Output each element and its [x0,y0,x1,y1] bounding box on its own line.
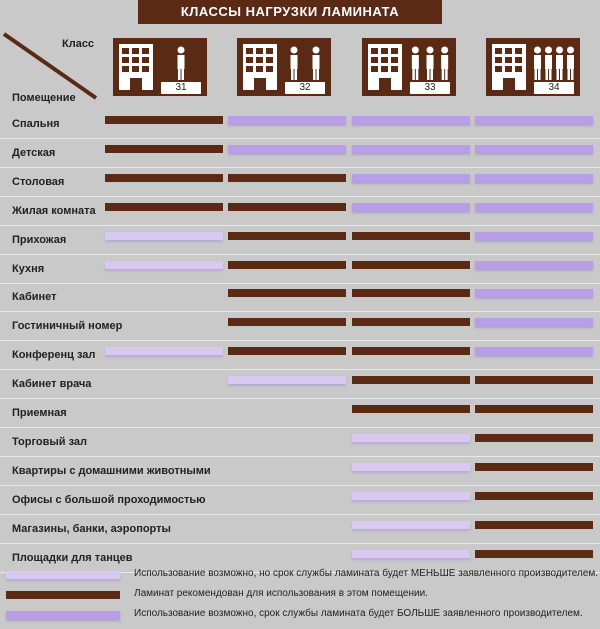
suitability-bar-class-33 [352,463,470,471]
suitability-bar-class-34 [475,145,593,153]
suitability-bar-class-33 [352,347,470,355]
suitability-bar-class-34 [475,521,593,529]
room-label: Детская [12,146,56,159]
suitability-bar-class-32 [228,318,346,326]
table-row [0,168,600,197]
suitability-bar-class-32 [228,347,346,355]
table-row [0,370,600,399]
room-label: Магазины, банки, аэропорты [12,522,171,535]
suitability-bar-class-33 [352,521,470,529]
table-row [0,226,600,255]
suitability-bar-class-33 [352,116,470,124]
suitability-bar-class-33 [352,261,470,269]
table-row [0,486,600,515]
suitability-bar-class-32 [228,232,346,240]
room-label: Приемная [12,407,67,419]
legend-text: Ламинат рекомендован для использования в этом помещении. [134,588,428,599]
room-label: Квартиры с домашними животными [12,464,211,477]
table-row [0,139,600,168]
suitability-bar-class-33 [352,232,470,240]
class-33-icon [362,38,456,96]
suitability-bar-class-31 [105,261,223,269]
suitability-bar-class-33 [352,376,470,384]
legend-item [0,606,600,624]
class-number-label: 31 [161,82,201,94]
class-number-label: 34 [534,82,574,94]
table-row [0,255,600,284]
suitability-bar-class-32 [228,203,346,211]
class-34-icon [486,38,580,96]
table-row [0,428,600,457]
suitability-bar-class-34 [475,232,593,240]
class-number-label: 33 [410,82,450,94]
suitability-bar-class-31 [105,174,223,182]
suitability-bar-class-33 [352,318,470,326]
suitability-bar-class-34 [475,463,593,471]
suitability-bar-class-34 [475,376,593,384]
room-label: Кабинет врача [12,378,92,391]
suitability-bar-class-34 [475,347,593,355]
page-title: КЛАССЫ НАГРУЗКИ ЛАМИНАТА [138,0,442,24]
room-label: Жилая комната [12,204,96,217]
suitability-bar-class-34 [475,261,593,269]
legend-text: Использование возможно, но срок службы ламината будет МЕНЬШЕ заявленного производителем. [134,568,599,579]
table-row [0,197,600,226]
legend-swatch [6,611,120,619]
suitability-bar-class-32 [228,116,346,124]
suitability-bar-class-34 [475,550,593,558]
suitability-bar-class-33 [352,203,470,211]
room-label: Конференц зал [12,349,96,362]
room-label: Кухня [12,262,45,275]
suitability-bar-class-34 [475,116,593,124]
suitability-bar-class-33 [352,492,470,500]
suitability-bar-class-33 [352,174,470,182]
room-header-label: Помещение [12,92,76,104]
room-label: Столовая [12,175,65,188]
suitability-bar-class-34 [475,174,593,182]
suitability-bar-class-34 [475,289,593,297]
legend-item [0,566,600,584]
suitability-bar-class-31 [105,116,223,124]
legend-swatch [6,571,120,579]
legend-text: Использование возможно, срок службы ламината будет БОЛЬШЕ заявленного производителем. [134,608,583,619]
class-31-icon [113,38,207,96]
suitability-bar-class-34 [475,405,593,413]
suitability-bar-class-32 [228,174,346,182]
header-corner [0,30,100,104]
suitability-bar-class-33 [352,550,470,558]
table-row [0,341,600,370]
suitability-bar-class-31 [105,347,223,355]
suitability-bar-class-33 [352,289,470,297]
suitability-bar-class-33 [352,405,470,413]
suitability-bar-class-31 [105,232,223,240]
legend-item [0,586,600,604]
suitability-bar-class-32 [228,261,346,269]
table-row [0,283,600,312]
suitability-bar-class-33 [352,145,470,153]
table-row [0,515,600,544]
room-label: Спальня [12,118,60,130]
legend-swatch [6,591,120,599]
room-label: Прихожая [12,233,67,246]
table-row [0,312,600,341]
class-number-label: 32 [285,82,325,94]
room-label: Площадки для танцев [12,551,133,564]
suitability-bar-class-34 [475,203,593,211]
suitability-bar-class-31 [105,145,223,153]
suitability-bar-class-32 [228,289,346,297]
table-row [0,457,600,486]
room-label: Гостиничный номер [12,320,123,333]
room-label: Кабинет [12,291,57,304]
suitability-bar-class-33 [352,434,470,442]
suitability-bar-class-31 [105,203,223,211]
suitability-bar-class-34 [475,492,593,500]
table-row [0,399,600,428]
class-32-icon [237,38,331,96]
suitability-bar-class-34 [475,318,593,326]
suitability-bar-class-34 [475,434,593,442]
table-row [0,110,600,139]
room-label: Торговый зал [12,435,88,448]
suitability-bar-class-32 [228,376,346,384]
room-label: Офисы с большой проходимостью [12,493,206,506]
suitability-bar-class-32 [228,145,346,153]
class-header-label: Класс [62,38,95,50]
